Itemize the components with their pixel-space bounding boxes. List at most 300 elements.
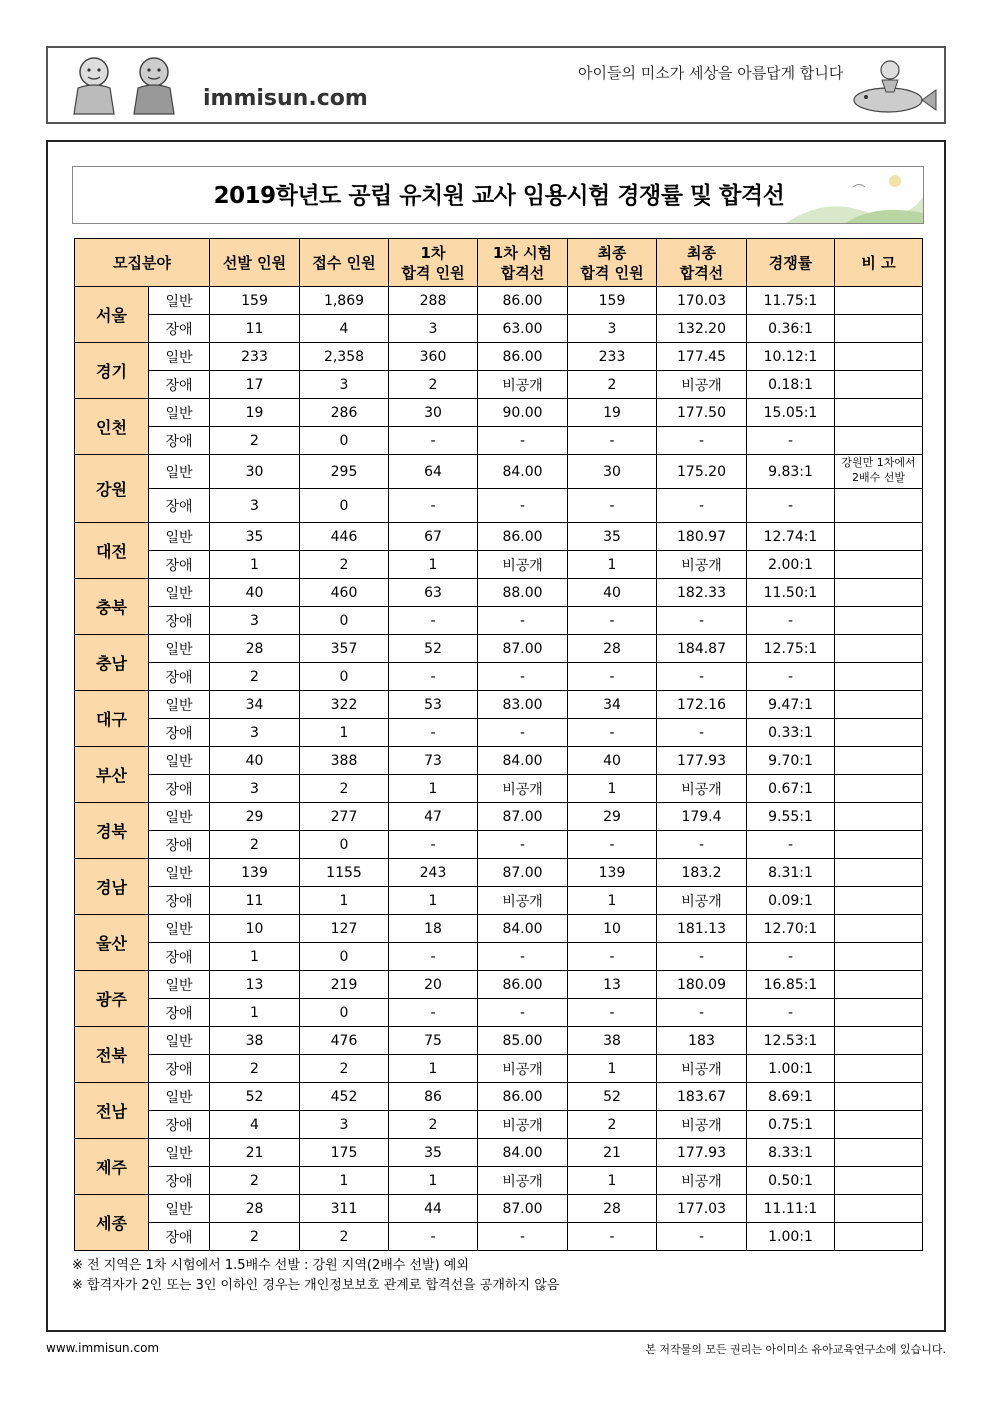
table-row <box>75 859 923 887</box>
region-name: 충남 <box>75 635 149 691</box>
cell-c1: - <box>478 489 568 523</box>
cell-cf: - <box>657 1223 747 1251</box>
recruit-type: 장애 <box>149 887 210 915</box>
recruit-type: 장애 <box>149 775 210 803</box>
header-final-pass: 최종 합격 인원 <box>568 239 657 287</box>
cell-sel: 38 <box>210 1027 300 1055</box>
cell-note <box>835 859 923 887</box>
table-row <box>75 999 923 1027</box>
region-name: 경북 <box>75 803 149 859</box>
cell-note <box>835 1027 923 1055</box>
table-row <box>75 775 923 803</box>
page-title: 2019학년도 공립 유치원 교사 임용시험 경쟁률 및 합격선 <box>213 183 785 209</box>
table-row <box>75 607 923 635</box>
footnote: ※ 전 지역은 1차 시험에서 1.5배수 선발 : 강원 지역(2배수 선발) 예외 <box>72 1258 469 1273</box>
table-row <box>75 915 923 943</box>
cell-p1: 44 <box>389 1195 478 1223</box>
cell-app: 452 <box>300 1083 389 1111</box>
cell-app: 311 <box>300 1195 389 1223</box>
cell-pf: 10 <box>568 915 657 943</box>
cell-cf: 비공개 <box>657 1055 747 1083</box>
region-name: 대구 <box>75 691 149 747</box>
region-name: 전남 <box>75 1083 149 1139</box>
cell-c1: 90.00 <box>478 399 568 427</box>
cell-pf: 159 <box>568 287 657 315</box>
cell-p1: - <box>389 719 478 747</box>
cell-pf: 34 <box>568 691 657 719</box>
cell-note <box>835 523 923 551</box>
table-row <box>75 371 923 399</box>
cell-pf: 40 <box>568 747 657 775</box>
results-table <box>74 238 923 1251</box>
cell-note <box>835 831 923 859</box>
region-name: 대전 <box>75 523 149 579</box>
cell-pf: 1 <box>568 887 657 915</box>
cell-pf: - <box>568 663 657 691</box>
cell-pf: 1 <box>568 1167 657 1195</box>
table-row <box>75 887 923 915</box>
cell-cf: 177.50 <box>657 399 747 427</box>
table-row <box>75 635 923 663</box>
recruit-type: 장애 <box>149 999 210 1027</box>
header-final-cut: 최종 합격선 <box>657 239 747 287</box>
table-row <box>75 943 923 971</box>
cell-sel: 159 <box>210 287 300 315</box>
cell-app: 460 <box>300 579 389 607</box>
cell-p1: - <box>389 489 478 523</box>
cell-cf: - <box>657 607 747 635</box>
header-field: 모집분야 <box>75 239 210 287</box>
cell-c1: 84.00 <box>478 1139 568 1167</box>
cell-sel: 3 <box>210 719 300 747</box>
cell-sel: 1 <box>210 943 300 971</box>
cell-cf: - <box>657 489 747 523</box>
cell-note <box>835 1139 923 1167</box>
recruit-type: 일반 <box>149 691 210 719</box>
cell-sel: 52 <box>210 1083 300 1111</box>
cell-app: 1155 <box>300 859 389 887</box>
cell-ratio: 9.47:1 <box>747 691 835 719</box>
cell-app: 1 <box>300 887 389 915</box>
cell-p1: 2 <box>389 1111 478 1139</box>
cell-p1: 3 <box>389 315 478 343</box>
cell-sel: 13 <box>210 971 300 999</box>
recruit-type: 일반 <box>149 1027 210 1055</box>
cell-note <box>835 1195 923 1223</box>
cell-note <box>835 999 923 1027</box>
table-row <box>75 287 923 315</box>
cell-note <box>835 551 923 579</box>
cell-app: 219 <box>300 971 389 999</box>
cell-pf: 233 <box>568 343 657 371</box>
cell-app: 476 <box>300 1027 389 1055</box>
cell-pf: 13 <box>568 971 657 999</box>
cell-app: 357 <box>300 635 389 663</box>
cell-p1: 1 <box>389 1055 478 1083</box>
cell-sel: 19 <box>210 399 300 427</box>
footnote: ※ 합격자가 2인 또는 3인 이하인 경우는 개인정보보호 관계로 합격선을 공개하지 않음 <box>72 1278 560 1293</box>
cell-cf: 183 <box>657 1027 747 1055</box>
cell-note <box>835 579 923 607</box>
content-frame <box>46 140 946 1332</box>
cell-c1: 비공개 <box>478 887 568 915</box>
cell-note <box>835 943 923 971</box>
cell-c1: 84.00 <box>478 747 568 775</box>
cell-sel: 3 <box>210 489 300 523</box>
cell-ratio: 16.85:1 <box>747 971 835 999</box>
footnotes <box>72 1256 559 1296</box>
cell-cf: 177.93 <box>657 1139 747 1167</box>
cell-c1: - <box>478 999 568 1027</box>
cell-c1: 87.00 <box>478 1195 568 1223</box>
recruit-type: 장애 <box>149 663 210 691</box>
table-row <box>75 1139 923 1167</box>
table-row <box>75 343 923 371</box>
cell-note <box>835 691 923 719</box>
header-first-cut: 1차 시험 합격선 <box>478 239 568 287</box>
cell-pf: 1 <box>568 551 657 579</box>
table-row <box>75 719 923 747</box>
region-name: 충북 <box>75 579 149 635</box>
cell-ratio: - <box>747 489 835 523</box>
table-row <box>75 427 923 455</box>
cell-c1: 83.00 <box>478 691 568 719</box>
cell-cf: 172.16 <box>657 691 747 719</box>
recruit-type: 일반 <box>149 859 210 887</box>
cell-pf: 35 <box>568 523 657 551</box>
cell-ratio: 12.75:1 <box>747 635 835 663</box>
cell-note <box>835 635 923 663</box>
header-first-pass: 1차 합격 인원 <box>389 239 478 287</box>
cell-cf: - <box>657 719 747 747</box>
cell-p1: 86 <box>389 1083 478 1111</box>
cell-c1: 비공개 <box>478 371 568 399</box>
cell-pf: - <box>568 943 657 971</box>
cell-note <box>835 1223 923 1251</box>
cell-sel: 2 <box>210 1055 300 1083</box>
site-logo: immisun.com <box>203 86 368 111</box>
cell-note <box>835 775 923 803</box>
cell-ratio: 0.75:1 <box>747 1111 835 1139</box>
cell-app: 446 <box>300 523 389 551</box>
cell-c1: 비공개 <box>478 1167 568 1195</box>
table-row <box>75 1223 923 1251</box>
cell-note <box>835 371 923 399</box>
slogan: 아이들의 미소가 세상을 아름답게 합니다 <box>578 64 844 82</box>
recruit-type: 장애 <box>149 1223 210 1251</box>
cell-sel: 2 <box>210 427 300 455</box>
table-row <box>75 1027 923 1055</box>
region-name: 세종 <box>75 1195 149 1251</box>
region-name: 제주 <box>75 1139 149 1195</box>
recruit-type: 일반 <box>149 1195 210 1223</box>
cell-ratio: 1.00:1 <box>747 1223 835 1251</box>
recruit-type: 일반 <box>149 1139 210 1167</box>
cell-c1: 비공개 <box>478 1055 568 1083</box>
recruit-type: 장애 <box>149 1167 210 1195</box>
cell-note <box>835 427 923 455</box>
cell-p1: 20 <box>389 971 478 999</box>
cell-note <box>835 803 923 831</box>
table-row <box>75 831 923 859</box>
cell-cf: 177.03 <box>657 1195 747 1223</box>
table-row <box>75 663 923 691</box>
cell-pf: - <box>568 427 657 455</box>
cell-p1: - <box>389 663 478 691</box>
cell-p1: 360 <box>389 343 478 371</box>
cell-p1: 243 <box>389 859 478 887</box>
cell-p1: 67 <box>389 523 478 551</box>
cell-cf: 132.20 <box>657 315 747 343</box>
region-name: 전북 <box>75 1027 149 1083</box>
cell-ratio: 12.70:1 <box>747 915 835 943</box>
cell-c1: 84.00 <box>478 455 568 489</box>
recruit-type: 일반 <box>149 399 210 427</box>
cell-p1: 1 <box>389 551 478 579</box>
cell-p1: 2 <box>389 371 478 399</box>
cell-ratio: 12.53:1 <box>747 1027 835 1055</box>
cell-note <box>835 1167 923 1195</box>
region-name: 경남 <box>75 859 149 915</box>
cell-p1: 73 <box>389 747 478 775</box>
cell-note <box>835 971 923 999</box>
cell-cf: 180.09 <box>657 971 747 999</box>
region-name: 울산 <box>75 915 149 971</box>
cell-pf: 28 <box>568 635 657 663</box>
recruit-type: 일반 <box>149 455 210 489</box>
cell-p1: 75 <box>389 1027 478 1055</box>
cell-c1: 비공개 <box>478 1111 568 1139</box>
cell-c1: 87.00 <box>478 635 568 663</box>
recruit-type: 일반 <box>149 1083 210 1111</box>
recruit-type: 일반 <box>149 287 210 315</box>
cell-cf: 비공개 <box>657 1167 747 1195</box>
cell-ratio: - <box>747 663 835 691</box>
cell-ratio: 11.50:1 <box>747 579 835 607</box>
cell-cf: - <box>657 999 747 1027</box>
cell-note <box>835 747 923 775</box>
cell-sel: 1 <box>210 999 300 1027</box>
recruit-type: 장애 <box>149 489 210 523</box>
cell-pf: 2 <box>568 371 657 399</box>
cell-sel: 2 <box>210 1223 300 1251</box>
cell-sel: 28 <box>210 635 300 663</box>
table-row <box>75 1167 923 1195</box>
title-box <box>72 166 924 224</box>
cell-cf: 183.2 <box>657 859 747 887</box>
cell-cf: 180.97 <box>657 523 747 551</box>
cell-ratio: 11.11:1 <box>747 1195 835 1223</box>
cell-sel: 11 <box>210 315 300 343</box>
cell-note <box>835 887 923 915</box>
cell-pf: 19 <box>568 399 657 427</box>
cell-pf: 52 <box>568 1083 657 1111</box>
cell-cf: 비공개 <box>657 775 747 803</box>
cell-cf: 170.03 <box>657 287 747 315</box>
cell-ratio: 8.33:1 <box>747 1139 835 1167</box>
cell-p1: 288 <box>389 287 478 315</box>
cell-pf: 29 <box>568 803 657 831</box>
table-row <box>75 1055 923 1083</box>
cell-app: 277 <box>300 803 389 831</box>
cell-app: 0 <box>300 999 389 1027</box>
cell-sel: 40 <box>210 747 300 775</box>
cell-cf: - <box>657 663 747 691</box>
recruit-type: 일반 <box>149 971 210 999</box>
cell-cf: 175.20 <box>657 455 747 489</box>
cell-c1: 87.00 <box>478 859 568 887</box>
cell-note <box>835 287 923 315</box>
cell-app: 127 <box>300 915 389 943</box>
recruit-type: 일반 <box>149 635 210 663</box>
cell-ratio: - <box>747 607 835 635</box>
cell-p1: 52 <box>389 635 478 663</box>
table-row <box>75 691 923 719</box>
recruit-type: 장애 <box>149 551 210 579</box>
region-name: 광주 <box>75 971 149 1027</box>
cell-app: 0 <box>300 943 389 971</box>
cell-pf: - <box>568 607 657 635</box>
cell-app: 2 <box>300 551 389 579</box>
region-name: 부산 <box>75 747 149 803</box>
cell-cf: 182.33 <box>657 579 747 607</box>
cell-ratio: - <box>747 831 835 859</box>
cell-c1: 87.00 <box>478 803 568 831</box>
cell-p1: - <box>389 1223 478 1251</box>
table-header-row <box>75 239 923 287</box>
cell-c1: - <box>478 663 568 691</box>
cell-p1: - <box>389 943 478 971</box>
cell-app: 0 <box>300 663 389 691</box>
cell-sel: 139 <box>210 859 300 887</box>
cell-c1: - <box>478 427 568 455</box>
cell-c1: 비공개 <box>478 775 568 803</box>
recruit-type: 장애 <box>149 719 210 747</box>
cell-ratio: - <box>747 999 835 1027</box>
cell-pf: 2 <box>568 1111 657 1139</box>
cell-sel: 4 <box>210 1111 300 1139</box>
cell-c1: 86.00 <box>478 523 568 551</box>
footer-copyright: 본 저작물의 모든 권리는 아이미소 유아교육연구소에 있습니다. <box>645 1343 946 1356</box>
cell-p1: - <box>389 831 478 859</box>
cell-note <box>835 489 923 523</box>
cell-p1: - <box>389 999 478 1027</box>
cell-app: 2 <box>300 1055 389 1083</box>
cell-pf: 139 <box>568 859 657 887</box>
cell-sel: 35 <box>210 523 300 551</box>
header-banner <box>46 46 946 124</box>
cell-c1: - <box>478 607 568 635</box>
cell-pf: - <box>568 489 657 523</box>
header-applicants: 접수 인원 <box>300 239 389 287</box>
cell-sel: 29 <box>210 803 300 831</box>
cell-sel: 11 <box>210 887 300 915</box>
cell-pf: 38 <box>568 1027 657 1055</box>
cell-app: 1 <box>300 719 389 747</box>
cell-note <box>835 663 923 691</box>
cell-sel: 233 <box>210 343 300 371</box>
cell-c1: 63.00 <box>478 315 568 343</box>
cell-app: 0 <box>300 607 389 635</box>
cell-sel: 34 <box>210 691 300 719</box>
cell-ratio: 0.18:1 <box>747 371 835 399</box>
cell-p1: 64 <box>389 455 478 489</box>
cell-note: 강원만 1차에서 2배수 선발 <box>835 455 923 489</box>
cell-note <box>835 915 923 943</box>
cell-note <box>835 315 923 343</box>
cell-p1: 1 <box>389 887 478 915</box>
cell-pf: 3 <box>568 315 657 343</box>
cell-c1: - <box>478 943 568 971</box>
table-row <box>75 971 923 999</box>
recruit-type: 장애 <box>149 1111 210 1139</box>
cell-c1: - <box>478 1223 568 1251</box>
cell-c1: 86.00 <box>478 343 568 371</box>
cell-ratio: 9.70:1 <box>747 747 835 775</box>
cell-app: 0 <box>300 427 389 455</box>
footer-website: www.immisun.com <box>46 1341 160 1355</box>
cell-sel: 2 <box>210 1167 300 1195</box>
cell-note <box>835 399 923 427</box>
table-row <box>75 747 923 775</box>
cell-pf: - <box>568 1223 657 1251</box>
cell-ratio: 2.00:1 <box>747 551 835 579</box>
header-note: 비 고 <box>835 239 923 287</box>
recruit-type: 일반 <box>149 343 210 371</box>
cell-p1: 35 <box>389 1139 478 1167</box>
cell-pf: - <box>568 719 657 747</box>
cell-app: 1,869 <box>300 287 389 315</box>
region-name: 경기 <box>75 343 149 399</box>
cell-pf: 28 <box>568 1195 657 1223</box>
region-name: 서울 <box>75 287 149 343</box>
cell-sel: 1 <box>210 551 300 579</box>
cell-cf: - <box>657 831 747 859</box>
cell-sel: 30 <box>210 455 300 489</box>
cell-ratio: - <box>747 427 835 455</box>
cell-ratio: 1.00:1 <box>747 1055 835 1083</box>
table-row <box>75 1195 923 1223</box>
recruit-type: 장애 <box>149 427 210 455</box>
cell-c1: 88.00 <box>478 579 568 607</box>
cell-ratio: 9.83:1 <box>747 455 835 489</box>
cell-p1: 30 <box>389 399 478 427</box>
cell-cf: 비공개 <box>657 1111 747 1139</box>
cell-cf: 비공개 <box>657 887 747 915</box>
cell-pf: 21 <box>568 1139 657 1167</box>
cell-c1: 86.00 <box>478 971 568 999</box>
cell-app: 0 <box>300 831 389 859</box>
cell-p1: 1 <box>389 1167 478 1195</box>
cell-c1: - <box>478 831 568 859</box>
recruit-type: 일반 <box>149 747 210 775</box>
recruit-type: 장애 <box>149 315 210 343</box>
cell-cf: 177.45 <box>657 343 747 371</box>
cell-note <box>835 1055 923 1083</box>
recruit-type: 일반 <box>149 523 210 551</box>
cell-sel: 10 <box>210 915 300 943</box>
cell-ratio: 0.50:1 <box>747 1167 835 1195</box>
table-row <box>75 315 923 343</box>
recruit-type: 장애 <box>149 1055 210 1083</box>
table-row <box>75 1111 923 1139</box>
cell-ratio: - <box>747 943 835 971</box>
cell-sel: 17 <box>210 371 300 399</box>
cell-c1: 86.00 <box>478 1083 568 1111</box>
table-row <box>75 1083 923 1111</box>
cell-p1: - <box>389 607 478 635</box>
cell-c1: 84.00 <box>478 915 568 943</box>
